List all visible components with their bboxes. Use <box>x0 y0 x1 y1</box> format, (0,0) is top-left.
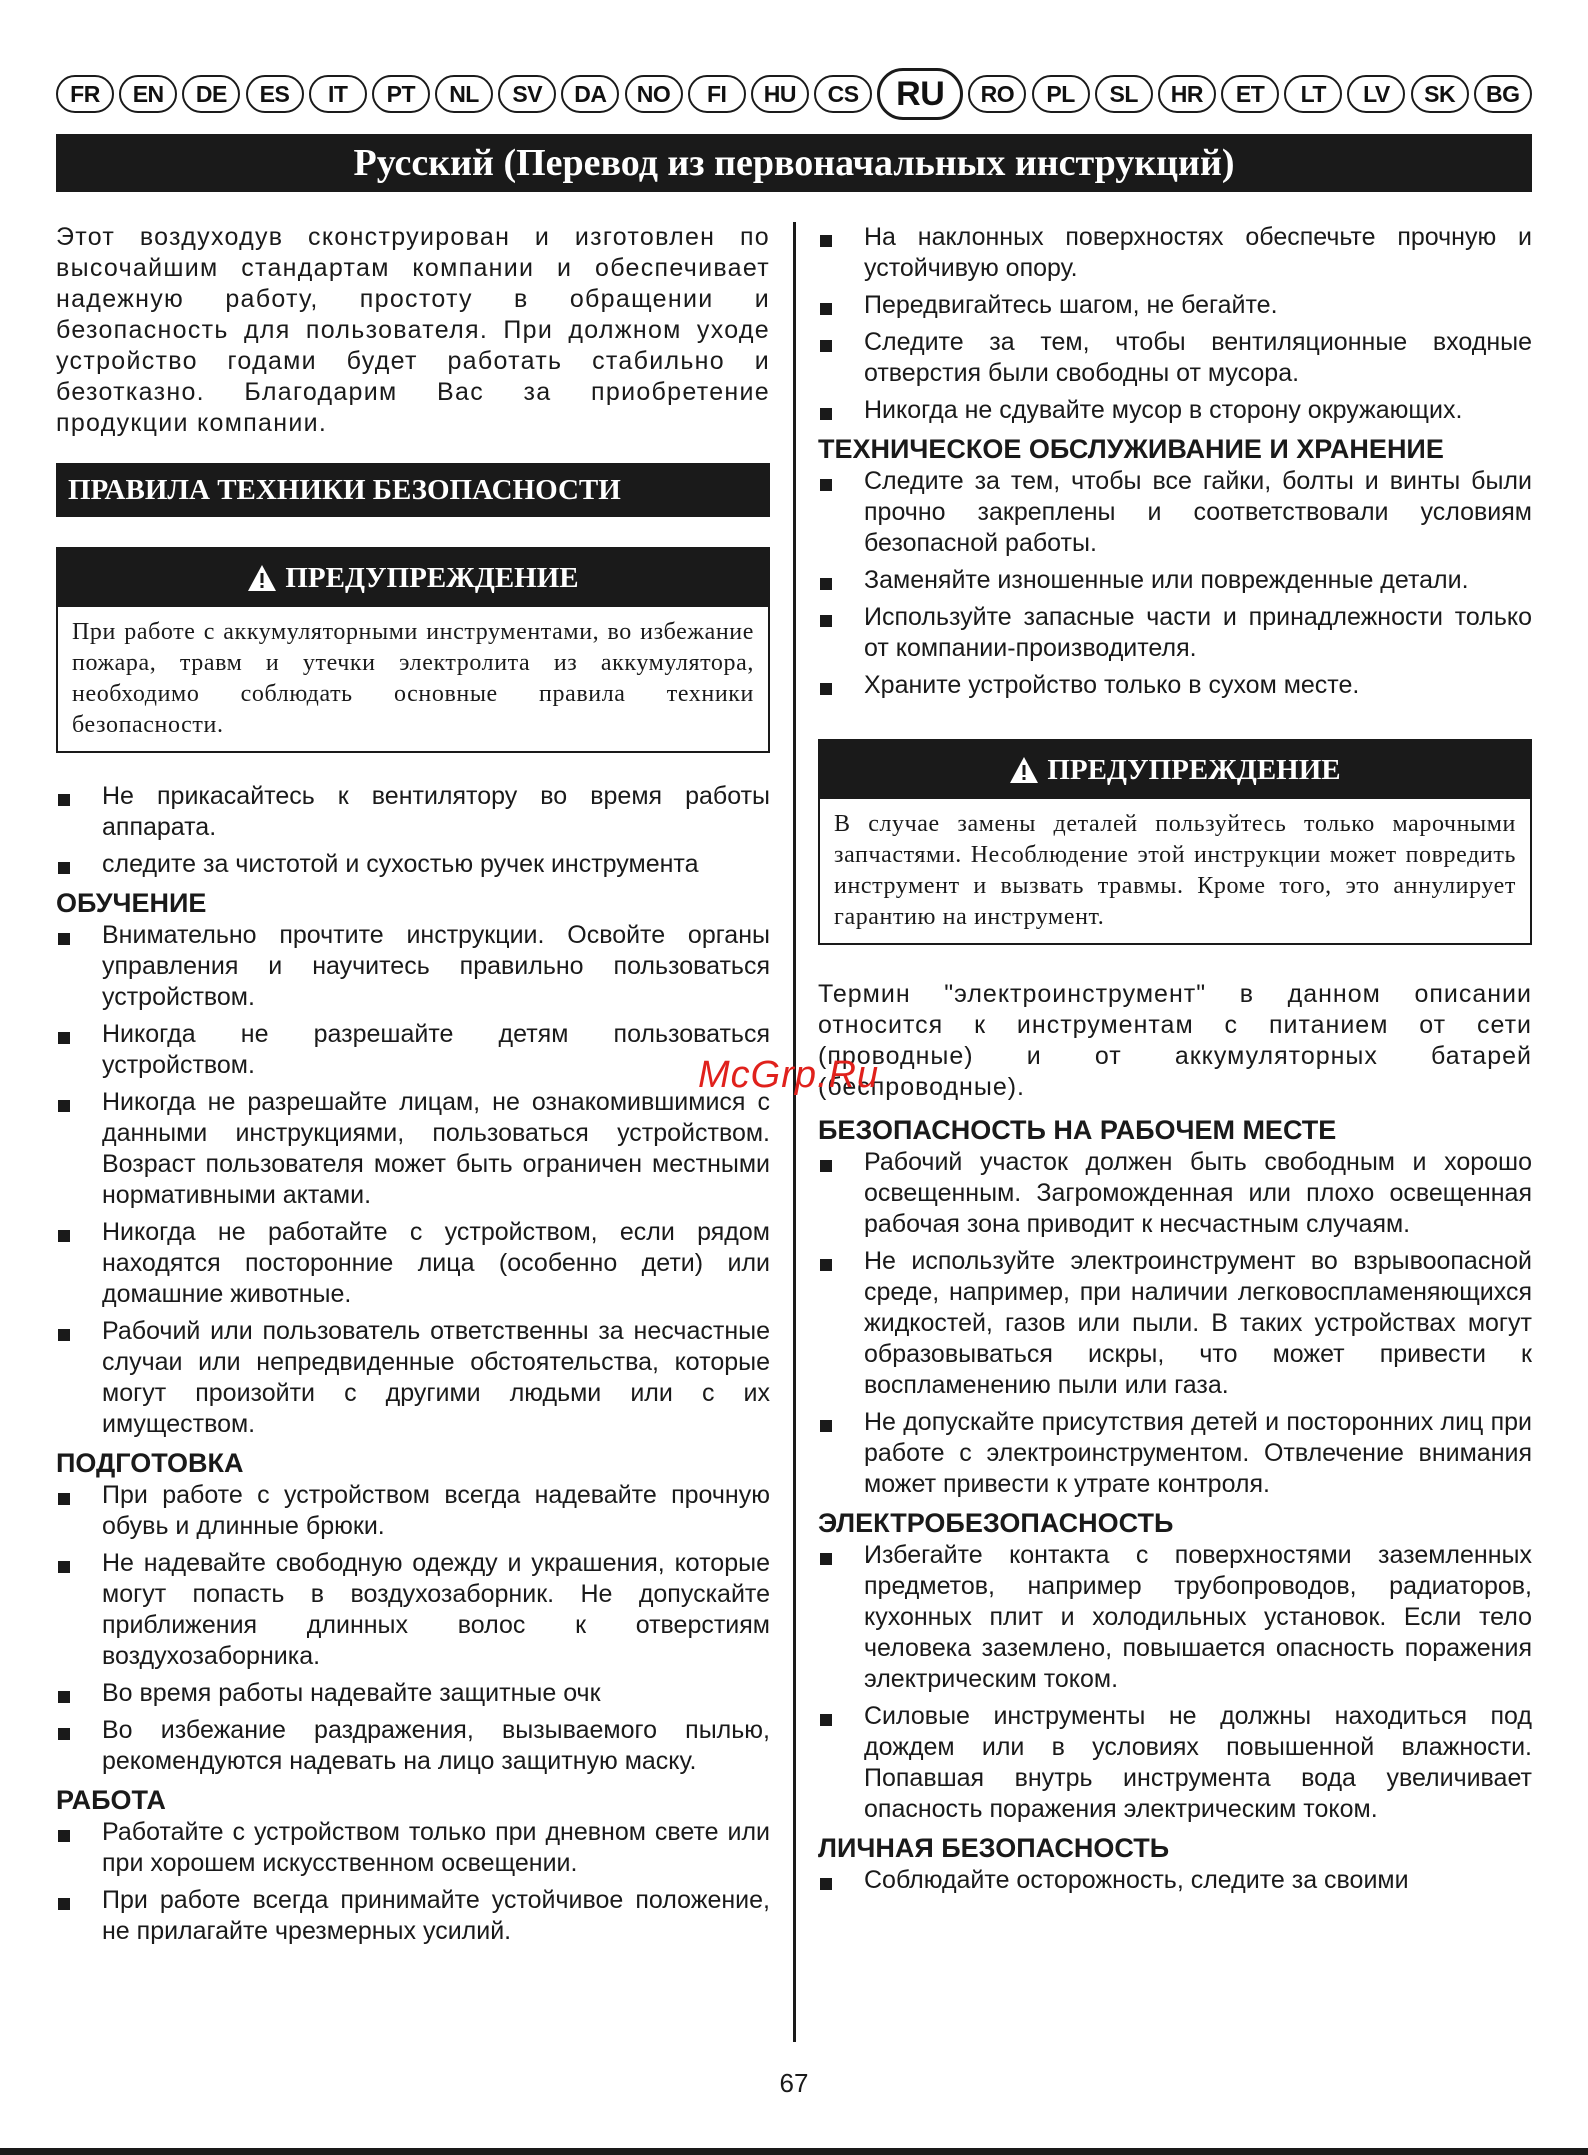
square-bullet-icon <box>820 578 832 590</box>
list-item <box>818 1540 1532 1695</box>
square-bullet-icon <box>58 1898 70 1910</box>
square-bullet-icon <box>820 235 832 247</box>
language-pill-sv[interactable]: SV <box>498 75 556 113</box>
square-bullet-icon <box>58 1691 70 1703</box>
page-title: Русский (Перевод из первоначальных инструкций) <box>56 134 1532 192</box>
square-bullet-icon <box>58 862 70 874</box>
list-item <box>56 1817 770 1879</box>
right-column <box>818 222 1532 1902</box>
list-item <box>56 1548 770 1672</box>
list-item-text: Во время работы надевайте защитные очк <box>102 1679 601 1707</box>
language-pill-da[interactable]: DA <box>561 75 619 113</box>
list-item <box>818 670 1532 701</box>
list-item-text: При работе всегда принимайте устойчивое положение, не прилагайте чрезмерных усилий. <box>102 1886 770 1945</box>
square-bullet-icon <box>820 615 832 627</box>
square-bullet-icon <box>58 1830 70 1842</box>
list-item <box>56 1217 770 1310</box>
language-pill-lt[interactable]: LT <box>1284 75 1342 113</box>
language-pill-hu[interactable]: HU <box>751 75 809 113</box>
list-item-text: Соблюдайте осторожность, следите за своими <box>864 1866 1409 1894</box>
training-heading: ОБУЧЕНИЕ <box>56 888 207 918</box>
list-item-text: Силовые инструменты не должны находиться под дождем или в условиях повышенной влажности. Попавшая внутрь инструмента вода увеличивает опасность поражения электрическим током. <box>864 1702 1532 1823</box>
list-item <box>818 466 1532 559</box>
personal-safety-heading: ЛИЧНАЯ БЕЗОПАСНОСТЬ <box>818 1833 1170 1863</box>
list-item-text: Следите за тем, чтобы вентиляционные входные отверстия были свободны от мусора. <box>864 328 1532 387</box>
list-item <box>56 1087 770 1211</box>
list-item <box>818 1701 1532 1825</box>
square-bullet-icon <box>58 933 70 945</box>
square-bullet-icon <box>820 1259 832 1271</box>
electrical-heading: ЭЛЕКТРОБЕЗОПАСНОСТЬ <box>818 1508 1174 1538</box>
list-item <box>56 1480 770 1542</box>
warning-header: ПРЕДУПРЕЖДЕНИЕ <box>820 741 1530 799</box>
list-item <box>818 565 1532 596</box>
general-safety-list <box>56 781 770 880</box>
safety-rules-heading: ПРАВИЛА ТЕХНИКИ БЕЗОПАСНОСТИ <box>56 463 770 517</box>
list-item-text: На наклонных поверхностях обеспечьте прочную и устойчивую опору. <box>864 223 1532 282</box>
square-bullet-icon <box>58 1493 70 1505</box>
list-item <box>818 222 1532 284</box>
square-bullet-icon <box>820 1160 832 1172</box>
language-pill-ro[interactable]: RO <box>968 75 1026 113</box>
list-item-text: Рабочий участок должен быть свободным и хорошо освещенным. Загроможденная или плохо освещенная рабочая зона приводит к несчастным случаям. <box>864 1148 1532 1238</box>
list-item <box>56 1678 770 1709</box>
square-bullet-icon <box>820 479 832 491</box>
square-bullet-icon <box>820 303 832 315</box>
list-item <box>56 849 770 880</box>
language-pill-de[interactable]: DE <box>182 75 240 113</box>
square-bullet-icon <box>58 1100 70 1112</box>
warning-box-parts <box>818 739 1532 945</box>
language-selector <box>56 68 1532 120</box>
list-item-text: Никогда не разрешайте детям пользоваться устройством. <box>102 1020 770 1079</box>
language-pill-ru[interactable]: RU <box>877 68 963 120</box>
language-pill-bg[interactable]: BG <box>1474 75 1532 113</box>
bottom-rule <box>0 2148 1588 2155</box>
square-bullet-icon <box>58 1329 70 1341</box>
list-item-text: Никогда не сдувайте мусор в сторону окружающих. <box>864 396 1463 424</box>
power-tool-term-paragraph: Термин "электроинструмент" в данном описании относится к инструментам с питанием от сети (проводные) и от аккумуляторных батарей (беспроводные). <box>818 980 1532 1101</box>
operation-list <box>56 1817 770 1947</box>
workplace-heading: БЕЗОПАСНОСТЬ НА РАБОЧЕМ МЕСТЕ <box>818 1115 1337 1145</box>
square-bullet-icon <box>58 1728 70 1740</box>
list-item-text: Никогда не разрешайте лицам, не ознакомившимися с данными инструкциями, пользоваться устройством. Возраст пользователя может быть ограничен местными нормативными актами. <box>102 1088 770 1209</box>
square-bullet-icon <box>820 683 832 695</box>
list-item-text: Передвигайтесь шагом, не бегайте. <box>864 291 1278 319</box>
warning-triangle-icon <box>1009 756 1039 784</box>
square-bullet-icon <box>820 340 832 352</box>
list-item-text: Заменяйте изношенные или поврежденные детали. <box>864 566 1469 594</box>
list-item <box>818 602 1532 664</box>
square-bullet-icon <box>820 1420 832 1432</box>
list-item-text: Во избежание раздражения, вызываемого пылью, рекомендуются надевать на лицо защитную маску. <box>102 1716 770 1775</box>
language-pill-en[interactable]: EN <box>119 75 177 113</box>
personal-safety-list <box>818 1865 1532 1896</box>
training-list <box>56 920 770 1440</box>
workplace-list <box>818 1147 1532 1500</box>
square-bullet-icon <box>820 1714 832 1726</box>
language-pill-fi[interactable]: FI <box>688 75 746 113</box>
square-bullet-icon <box>820 408 832 420</box>
list-item-text: Избегайте контакта с поверхностями заземленных предметов, например трубопроводов, радиаторов, кухонных плит и холодильных установок. Если тело человека заземлено, повышается опасность поражения электрическим током. <box>864 1541 1532 1693</box>
warning-header: ПРЕДУПРЕЖДЕНИЕ <box>58 549 768 607</box>
electrical-list <box>818 1540 1532 1825</box>
list-item <box>56 1885 770 1947</box>
maintenance-list <box>818 466 1532 701</box>
intro-paragraph: Этот воздуходув сконструирован и изготовлен по высочайшим стандартам компании и обеспечивает надежную работу, простоту в обращении и безопасность для пользователя. При должном уходе устройство годами будет работать стабильно и безотказно. Благодарим Вас за приобретение продукции компании. <box>56 223 770 437</box>
preparation-list <box>56 1480 770 1777</box>
list-item <box>818 327 1532 389</box>
language-pill-no[interactable]: NO <box>625 75 683 113</box>
list-item-text: Не прикасайтесь к вентилятору во время работы аппарата. <box>102 782 770 841</box>
language-pill-nl[interactable]: NL <box>435 75 493 113</box>
language-pill-it[interactable]: IT <box>309 75 367 113</box>
list-item <box>56 781 770 843</box>
square-bullet-icon <box>58 1230 70 1242</box>
operation-heading: РАБОТА <box>56 1785 166 1815</box>
left-column <box>56 222 770 1953</box>
language-pill-es[interactable]: ES <box>246 75 304 113</box>
page-number: 67 <box>779 2068 809 2098</box>
list-item-text: Работайте с устройством только при дневном свете или при хорошем искусственном освещении. <box>102 1818 770 1877</box>
list-item-text: Никогда не работайте с устройством, если рядом находятся посторонние лица (особенно дети) или домашние животные. <box>102 1218 770 1308</box>
language-pill-hr[interactable]: HR <box>1158 75 1216 113</box>
square-bullet-icon <box>820 1878 832 1890</box>
operation-list-continued <box>818 222 1532 426</box>
list-item-text: Не допускайте присутствия детей и посторонних лиц при работе с электроинструментом. Отвлечение внимания может привести к утрате контроля. <box>864 1408 1532 1498</box>
language-pill-et[interactable]: ET <box>1221 75 1279 113</box>
column-divider <box>793 222 796 2042</box>
list-item <box>818 1147 1532 1240</box>
language-pill-pl[interactable]: PL <box>1032 75 1090 113</box>
watermark: McGrp.Ru <box>698 1054 880 1096</box>
list-item <box>56 920 770 1013</box>
list-item <box>56 1019 770 1081</box>
list-item-text: Храните устройство только в сухом месте. <box>864 671 1360 699</box>
preparation-heading: ПОДГОТОВКА <box>56 1448 244 1478</box>
square-bullet-icon <box>820 1553 832 1565</box>
language-pill-cs[interactable]: CS <box>814 75 872 113</box>
list-item <box>818 1865 1532 1896</box>
warning-triangle-icon <box>247 564 277 592</box>
square-bullet-icon <box>58 1561 70 1573</box>
list-item-text: Следите за тем, чтобы все гайки, болты и винты были прочно закреплены и соответствовали условиям безопасной работы. <box>864 467 1532 557</box>
list-item <box>818 290 1532 321</box>
list-item <box>818 395 1532 426</box>
maintenance-heading: ТЕХНИЧЕСКОЕ ОБСЛУЖИВАНИЕ И ХРАНЕНИЕ <box>818 434 1444 464</box>
language-pill-pt[interactable]: PT <box>372 75 430 113</box>
language-pill-lv[interactable]: LV <box>1347 75 1405 113</box>
list-item-text: следите за чистотой и сухостью ручек инструмента <box>102 850 699 878</box>
list-item-text: Рабочий или пользователь ответственны за несчастные случаи или непредвиденные обстоятельства, которые могут произойти с другими людьми или с их имуществом. <box>102 1317 770 1438</box>
list-item <box>56 1715 770 1777</box>
list-item <box>818 1246 1532 1401</box>
list-item-text: При работе с устройством всегда надевайте прочную обувь и длинные брюки. <box>102 1481 770 1540</box>
square-bullet-icon <box>58 794 70 806</box>
warning-text: При работе с аккумуляторными инструментами, во избежание пожара, травм и утечки электролита из аккумулятора, необходимо соблюдать основные правила техники безопасности. <box>72 619 754 738</box>
warning-box-battery <box>56 547 770 753</box>
list-item-text: Не используйте электроинструмент во взрывоопасной среде, например, при наличии легковоспламеняющихся жидкостей, газов или пыли. В таких устройствах могут образовываться искры, что может привести к воспламенению пыли или газа. <box>864 1247 1532 1399</box>
warning-text: В случае замены деталей пользуйтесь только марочными запчастями. Несоблюдение этой инструкции может повредить инструмент и вызвать травмы. Кроме того, это аннулирует гарантию на инструмент. <box>834 811 1516 930</box>
list-item <box>818 1407 1532 1500</box>
list-item-text: Внимательно прочтите инструкции. Освойте органы управления и научитесь правильно пользоваться устройством. <box>102 921 770 1011</box>
list-item-text: Используйте запасные части и принадлежности только от компании-производителя. <box>864 603 1532 662</box>
language-pill-sk[interactable]: SK <box>1411 75 1469 113</box>
list-item <box>56 1316 770 1440</box>
list-item-text: Не надевайте свободную одежду и украшения, которые могут попасть в воздухозаборник. Не допускайте приближения длинных волос к отверстиям воздухозаборника. <box>102 1549 770 1670</box>
language-pill-sl[interactable]: SL <box>1095 75 1153 113</box>
language-pill-fr[interactable]: FR <box>56 75 114 113</box>
square-bullet-icon <box>58 1032 70 1044</box>
